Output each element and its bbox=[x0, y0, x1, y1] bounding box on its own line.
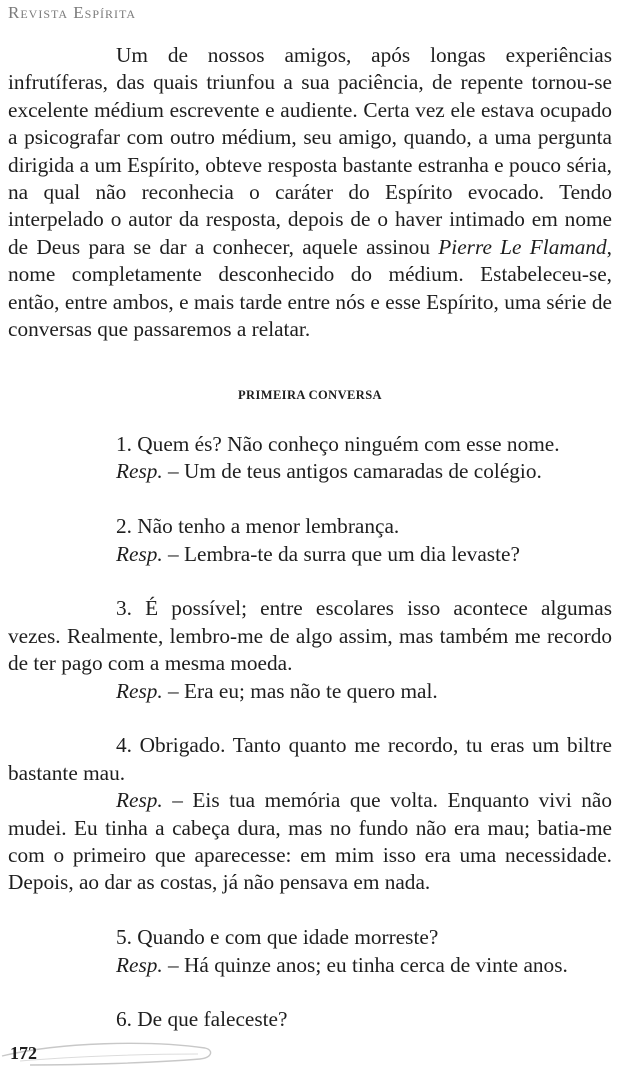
running-header: Revista Espírita bbox=[8, 3, 137, 22]
resp-label: Resp. bbox=[116, 541, 163, 566]
answer-4 bbox=[8, 787, 612, 897]
answer-5 bbox=[8, 952, 612, 979]
qa-item-1 bbox=[8, 431, 612, 486]
intro-text-before: Um de nossos amigos, após longas experiências infrutíferas, das quais triunfou a sua paciência, de repente tornou-se excelente médium escrevente e audiente. Certa vez ele estava ocupado a psicografar com outro médium, seu amigo, quando, a uma pergunta dirigida a um Espírito, obteve resposta bastante estranha e pouco séria, na qual não reconhecia o caráter do Espírito evocado. Tendo interpelado o autor da resposta, depois de o haver intimado em nome de Deus para se dar a conhecer, aquele assinou bbox=[8, 43, 612, 259]
resp-label: Resp. bbox=[116, 459, 163, 484]
answer-text-4: – Eis tua memória que volta. Enquanto vivi não mudei. Eu tinha a cabeça dura, mas no fundo não era mau; batia-me com o primeiro que aparecesse: em mim isso era uma necessidade. Depois, ao dar as costas, já não pensava em nada. bbox=[8, 788, 612, 895]
question-1: 1. Quem és? Não conheço ninguém com esse nome. bbox=[116, 432, 560, 456]
answer-1 bbox=[8, 458, 612, 485]
section-heading: PRIMEIRA CONVERSA bbox=[238, 388, 382, 402]
intro-paragraph bbox=[8, 42, 612, 343]
qa-item-6 bbox=[8, 1006, 612, 1033]
qa-item-5 bbox=[8, 924, 612, 979]
resp-label: Resp. bbox=[116, 678, 163, 703]
qa-item-4 bbox=[8, 732, 612, 896]
answer-3 bbox=[8, 678, 612, 705]
question-4: 4. Obrigado. Tanto quanto me recordo, tu eras um biltre bastante mau. bbox=[8, 733, 612, 785]
intro-text-after: , nome completamente desconhecido do médium. Estabeleceu-se, então, entre ambos, e mais tarde entre nós e esse Espírito, uma série de conversas que passaremos a relatar. bbox=[8, 234, 612, 342]
page-number: 172 bbox=[10, 1043, 37, 1063]
answer-text-1: – Um de teus antigos camaradas de colégio. bbox=[162, 459, 542, 484]
question-5: 5. Quando e com que idade morreste? bbox=[116, 925, 439, 950]
answer-2 bbox=[8, 541, 612, 568]
qa-item-2 bbox=[8, 513, 612, 568]
question-3: 3. É possível; entre escolares isso acontece algumas vezes. Realmente, lembro-me de algo assim, mas também me recordo de ter pago com a mesma moeda. bbox=[8, 596, 612, 676]
answer-text-2: – Lembra-te da surra que um dia levaste? bbox=[162, 541, 520, 566]
answer-text-3: – Era eu; mas não te quero mal. bbox=[162, 678, 438, 703]
resp-label: Resp. bbox=[116, 788, 163, 813]
answer-text-5: – Há quinze anos; eu tinha cerca de vinte anos. bbox=[162, 952, 568, 977]
qa-item-3 bbox=[8, 595, 612, 705]
dialogue bbox=[8, 431, 612, 1061]
resp-label: Resp. bbox=[116, 952, 163, 977]
question-2: 2. Não tenho a menor lembrança. bbox=[116, 514, 400, 539]
signature-name: Pierre Le Flamand bbox=[438, 234, 607, 259]
question-6: 6. De que faleceste? bbox=[116, 1007, 288, 1032]
